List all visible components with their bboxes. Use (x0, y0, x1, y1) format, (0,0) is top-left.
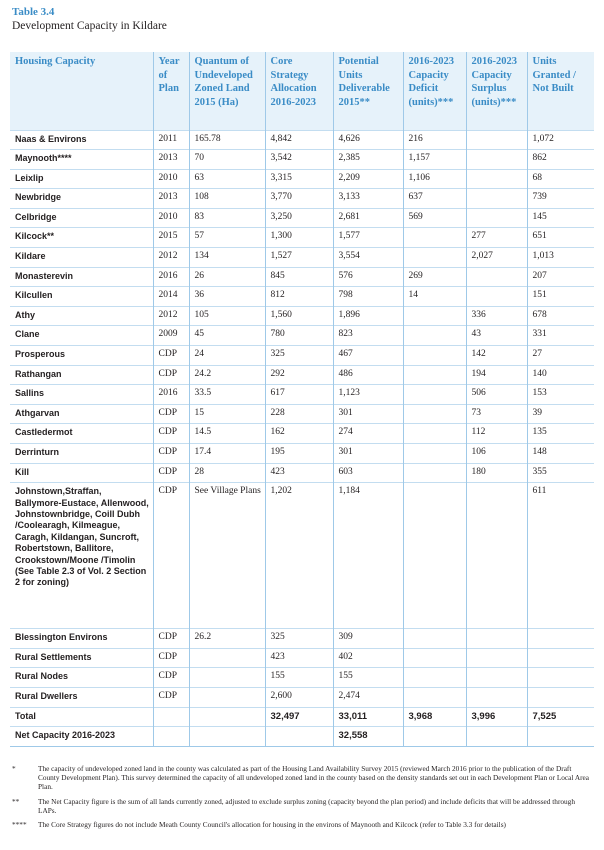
table-cell: 402 (333, 648, 403, 668)
table-cell (466, 150, 527, 170)
table-cell: 292 (265, 365, 333, 385)
table-cell (466, 169, 527, 189)
table-cell: 194 (466, 365, 527, 385)
column-header: Core Strategy Allocation 2016-2023 (265, 52, 333, 130)
table-cell (403, 326, 466, 346)
table-cell: 106 (466, 444, 527, 464)
table-cell (403, 483, 466, 629)
table-cell (403, 463, 466, 483)
table-cell: 165.78 (189, 130, 265, 150)
table-cell: 33.5 (189, 385, 265, 405)
table-cell: 3,250 (265, 208, 333, 228)
table-cell: 637 (403, 189, 466, 209)
table-cell (403, 668, 466, 688)
table-row (10, 287, 594, 307)
table-cell: 331 (527, 326, 594, 346)
table-cell: 36 (189, 287, 265, 307)
table-cell (466, 208, 527, 228)
row-label: Maynooth**** (10, 150, 153, 170)
table-row (10, 326, 594, 346)
table-cell: 134 (189, 248, 265, 268)
table-cell (466, 483, 527, 629)
table-cell: 1,184 (333, 483, 403, 629)
table-cell: 142 (466, 346, 527, 366)
table-cell: 73 (466, 404, 527, 424)
row-label: Rathangan (10, 365, 153, 385)
table-cell: 603 (333, 463, 403, 483)
table-cell: 155 (265, 668, 333, 688)
table-cell: 274 (333, 424, 403, 444)
table-cell: 678 (527, 306, 594, 326)
table-cell: 1,560 (265, 306, 333, 326)
table-cell: 845 (265, 267, 333, 287)
table-cell: 812 (265, 287, 333, 307)
table-cell: 1,157 (403, 150, 466, 170)
table-row (10, 228, 594, 248)
table-cell: CDP (153, 687, 189, 707)
table-cell: 24 (189, 346, 265, 366)
footnote-text: The capacity of undeveloped zoned land in the county was calculated as part of the Housing Land Availability Survey 2015 (reviewed March 2016 prior to the publication of the Draft County Development Plan). This survey determined the capacity of all undeveloped zoned land in the county based on the density standards set out in each Development Plan or Local Area Plan. (38, 764, 590, 792)
row-label: Rural Nodes (10, 668, 153, 688)
table-cell: 301 (333, 404, 403, 424)
table-cell (466, 668, 527, 688)
table-cell: 28 (189, 463, 265, 483)
table-cell (527, 648, 594, 668)
row-label: Celbridge (10, 208, 153, 228)
table-cell: 569 (403, 208, 466, 228)
column-header: Year of Plan (153, 52, 189, 130)
table-cell: CDP (153, 668, 189, 688)
table-title: Development Capacity in Kildare (12, 20, 167, 32)
table-cell: 14 (403, 287, 466, 307)
table-cell: 355 (527, 463, 594, 483)
row-label: Sallins (10, 385, 153, 405)
table-cell: 33,011 (333, 707, 403, 727)
table-cell: 3,133 (333, 189, 403, 209)
table-cell (153, 707, 189, 727)
table-cell: 1,013 (527, 248, 594, 268)
table-cell: 140 (527, 365, 594, 385)
table-cell (403, 385, 466, 405)
table-row (10, 150, 594, 170)
row-label: Total (10, 707, 153, 727)
table-cell: 1,106 (403, 169, 466, 189)
table-cell: 2015 (153, 228, 189, 248)
row-label: Net Capacity 2016-2023 (10, 727, 153, 747)
table-cell (403, 306, 466, 326)
table-cell: 207 (527, 267, 594, 287)
table-row (10, 424, 594, 444)
table-cell (189, 687, 265, 707)
table-cell: CDP (153, 463, 189, 483)
table-cell: CDP (153, 404, 189, 424)
row-label: Monasterevin (10, 267, 153, 287)
row-label: Athy (10, 306, 153, 326)
table-row (10, 404, 594, 424)
table-cell: 3,996 (466, 707, 527, 727)
table-cell (466, 287, 527, 307)
table-cell: 2010 (153, 208, 189, 228)
table-cell (403, 727, 466, 747)
table-body (10, 130, 594, 746)
table-cell: 1,527 (265, 248, 333, 268)
row-label: Clane (10, 326, 153, 346)
table-row (10, 306, 594, 326)
table-cell: 2,209 (333, 169, 403, 189)
table-row (10, 629, 594, 649)
table-cell: 309 (333, 629, 403, 649)
table-cell: 780 (265, 326, 333, 346)
table-cell: 155 (333, 668, 403, 688)
footnote (12, 820, 594, 829)
table-cell: 26 (189, 267, 265, 287)
table-cell (403, 228, 466, 248)
table-cell: 277 (466, 228, 527, 248)
table-cell: 2013 (153, 150, 189, 170)
row-label: Kilcullen (10, 287, 153, 307)
table-cell: CDP (153, 444, 189, 464)
table-cell: See Village Plans (189, 483, 265, 629)
table-cell: 148 (527, 444, 594, 464)
table-row (10, 463, 594, 483)
footnote-marker: ** (12, 796, 20, 806)
row-label: Rural Dwellers (10, 687, 153, 707)
table-row (10, 130, 594, 150)
table-cell (265, 727, 333, 747)
table-row (10, 346, 594, 366)
table-row (10, 208, 594, 228)
column-header: 2016-2023 Capacity Surplus (units)*** (466, 52, 527, 130)
header-row (10, 52, 594, 130)
table-cell (466, 687, 527, 707)
table-cell (403, 404, 466, 424)
table-cell (403, 444, 466, 464)
table-cell: CDP (153, 629, 189, 649)
table-cell (403, 248, 466, 268)
table-cell: 651 (527, 228, 594, 248)
row-label: Naas & Environs (10, 130, 153, 150)
footnote (12, 797, 594, 815)
table-cell (189, 727, 265, 747)
table-cell: 3,542 (265, 150, 333, 170)
row-label: Kill (10, 463, 153, 483)
table-cell: 2,385 (333, 150, 403, 170)
table-cell (527, 629, 594, 649)
table-row (10, 648, 594, 668)
table-cell: 823 (333, 326, 403, 346)
table-cell: 336 (466, 306, 527, 326)
table-row (10, 707, 594, 727)
table-cell (189, 648, 265, 668)
table-cell: 2016 (153, 267, 189, 287)
table-cell (466, 629, 527, 649)
row-label: Newbridge (10, 189, 153, 209)
table-cell: 2,681 (333, 208, 403, 228)
row-label: Leixlip (10, 169, 153, 189)
table-cell: 862 (527, 150, 594, 170)
table-cell: 32,497 (265, 707, 333, 727)
table-row (10, 668, 594, 688)
table-cell: 325 (265, 346, 333, 366)
table-cell: 423 (265, 648, 333, 668)
table-cell: 2009 (153, 326, 189, 346)
table-cell: 39 (527, 404, 594, 424)
table-cell: CDP (153, 346, 189, 366)
table-cell (189, 707, 265, 727)
footnote (12, 764, 594, 792)
table-cell: 506 (466, 385, 527, 405)
row-label: Rural Settlements (10, 648, 153, 668)
column-header: Housing Capacity (15, 56, 96, 67)
table-cell: 301 (333, 444, 403, 464)
table-cell: 216 (403, 130, 466, 150)
footnote-text: The Net Capacity figure is the sum of all lands currently zoned, adjusted to exclude surplus zoning (capacity beyond the plan period) and include deficits that will be addressed through LAPs. (38, 796, 575, 815)
footnote-text: The Core Strategy figures do not include Meath County Council's allocation for housing in the environs of Maynooth and Kilcock (refer to Table 3.3 for details) (38, 820, 506, 830)
table-row (10, 365, 594, 385)
table-cell: 2,600 (265, 687, 333, 707)
table-cell: 1,300 (265, 228, 333, 248)
table-cell: 7,525 (527, 707, 594, 727)
table-cell: 43 (466, 326, 527, 346)
table-number: Table 3.4 (12, 6, 55, 18)
column-header: Potential Units Deliverable 2015** (333, 52, 403, 130)
table-cell (527, 668, 594, 688)
table-cell: 576 (333, 267, 403, 287)
table-cell: 1,072 (527, 130, 594, 150)
table-cell: 63 (189, 169, 265, 189)
table-cell: 2,474 (333, 687, 403, 707)
table-cell: 325 (265, 629, 333, 649)
table-row (10, 385, 594, 405)
table-row (10, 687, 594, 707)
table-cell: CDP (153, 483, 189, 629)
table-cell (403, 365, 466, 385)
table-cell: CDP (153, 648, 189, 668)
table-cell: 135 (527, 424, 594, 444)
table-cell: 4,842 (265, 130, 333, 150)
row-label: Prosperous (10, 346, 153, 366)
row-label: Johnstown,Straffan, Ballymore-Eustace, Allenwood, Johnstownbridge, Coill Dubh /Coolearagh, Kilmeague, Caragh, Kildangan, Suncroft, Robertstown, Ballitore, Crookstown/Moone /Timolin (See Table 2.3 of Vol. 2 Section 2 for zoning) (10, 483, 153, 629)
table-cell: 70 (189, 150, 265, 170)
table-cell: 17.4 (189, 444, 265, 464)
table-cell: 145 (527, 208, 594, 228)
table-cell: 2011 (153, 130, 189, 150)
row-label: Kilcock** (10, 228, 153, 248)
table-cell: 32,558 (333, 727, 403, 747)
table-cell: 3,315 (265, 169, 333, 189)
column-header: Units Granted / Not Built (527, 52, 594, 130)
table-cell: 68 (527, 169, 594, 189)
table-cell: 228 (265, 404, 333, 424)
table-cell: 180 (466, 463, 527, 483)
table-cell: 2012 (153, 248, 189, 268)
table-cell: 3,554 (333, 248, 403, 268)
table-cell (189, 668, 265, 688)
table-cell: 57 (189, 228, 265, 248)
table-row (10, 727, 594, 747)
table-row (10, 267, 594, 287)
table-cell (403, 629, 466, 649)
table-cell: 3,968 (403, 707, 466, 727)
row-label: Blessington Environs (10, 629, 153, 649)
table-cell (403, 687, 466, 707)
footnote-marker: * (12, 764, 16, 773)
table-cell: 195 (265, 444, 333, 464)
table-row (10, 169, 594, 189)
table-cell: 611 (527, 483, 594, 629)
table-cell: 26.2 (189, 629, 265, 649)
table-cell: 3,770 (265, 189, 333, 209)
table-cell: 105 (189, 306, 265, 326)
row-label: Kildare (10, 248, 153, 268)
table-cell: 2010 (153, 169, 189, 189)
table-cell: 27 (527, 346, 594, 366)
table-cell: 1,577 (333, 228, 403, 248)
table-cell: 423 (265, 463, 333, 483)
table-cell: 15 (189, 404, 265, 424)
table-cell: 1,123 (333, 385, 403, 405)
table-cell: 2,027 (466, 248, 527, 268)
table-row (10, 483, 594, 629)
table-cell (403, 648, 466, 668)
table-cell (403, 346, 466, 366)
table-cell: 2012 (153, 306, 189, 326)
table-cell: 467 (333, 346, 403, 366)
table-row (10, 248, 594, 268)
table-cell: 83 (189, 208, 265, 228)
table-cell: 1,202 (265, 483, 333, 629)
footnote-marker: **** (12, 820, 27, 830)
table-cell: 153 (527, 385, 594, 405)
table-cell: 151 (527, 287, 594, 307)
table-cell: 269 (403, 267, 466, 287)
table-cell: 2013 (153, 189, 189, 209)
table-cell: 798 (333, 287, 403, 307)
footnotes (12, 764, 594, 834)
table-cell: 24.2 (189, 365, 265, 385)
table-cell: 486 (333, 365, 403, 385)
column-header: Quantum of Undeveloped Zoned Land 2015 (Ha) (189, 52, 265, 130)
table-header (10, 52, 594, 130)
table-cell (466, 130, 527, 150)
table-cell (153, 727, 189, 747)
column-header: 2016-2023 Capacity Deficit (units)*** (403, 52, 466, 130)
table-cell: 108 (189, 189, 265, 209)
table-cell: 162 (265, 424, 333, 444)
development-capacity-table (10, 52, 594, 747)
table-cell: 2016 (153, 385, 189, 405)
table-cell: 4,626 (333, 130, 403, 150)
table-row (10, 189, 594, 209)
table-cell: 112 (466, 424, 527, 444)
table-cell (527, 687, 594, 707)
row-label: Castledermot (10, 424, 153, 444)
table-cell: 1,896 (333, 306, 403, 326)
table-cell (527, 727, 594, 747)
table-cell: CDP (153, 365, 189, 385)
table-cell: 2014 (153, 287, 189, 307)
table-row (10, 444, 594, 464)
table-cell: 617 (265, 385, 333, 405)
row-label: Derrinturn (10, 444, 153, 464)
table-cell (466, 189, 527, 209)
table-cell: 739 (527, 189, 594, 209)
table-cell (466, 648, 527, 668)
table-cell: 45 (189, 326, 265, 346)
table-cell (403, 424, 466, 444)
row-label: Athgarvan (10, 404, 153, 424)
table-cell: 14.5 (189, 424, 265, 444)
table-cell (466, 727, 527, 747)
table-cell: CDP (153, 424, 189, 444)
table-caption (12, 6, 167, 33)
table-cell (466, 267, 527, 287)
